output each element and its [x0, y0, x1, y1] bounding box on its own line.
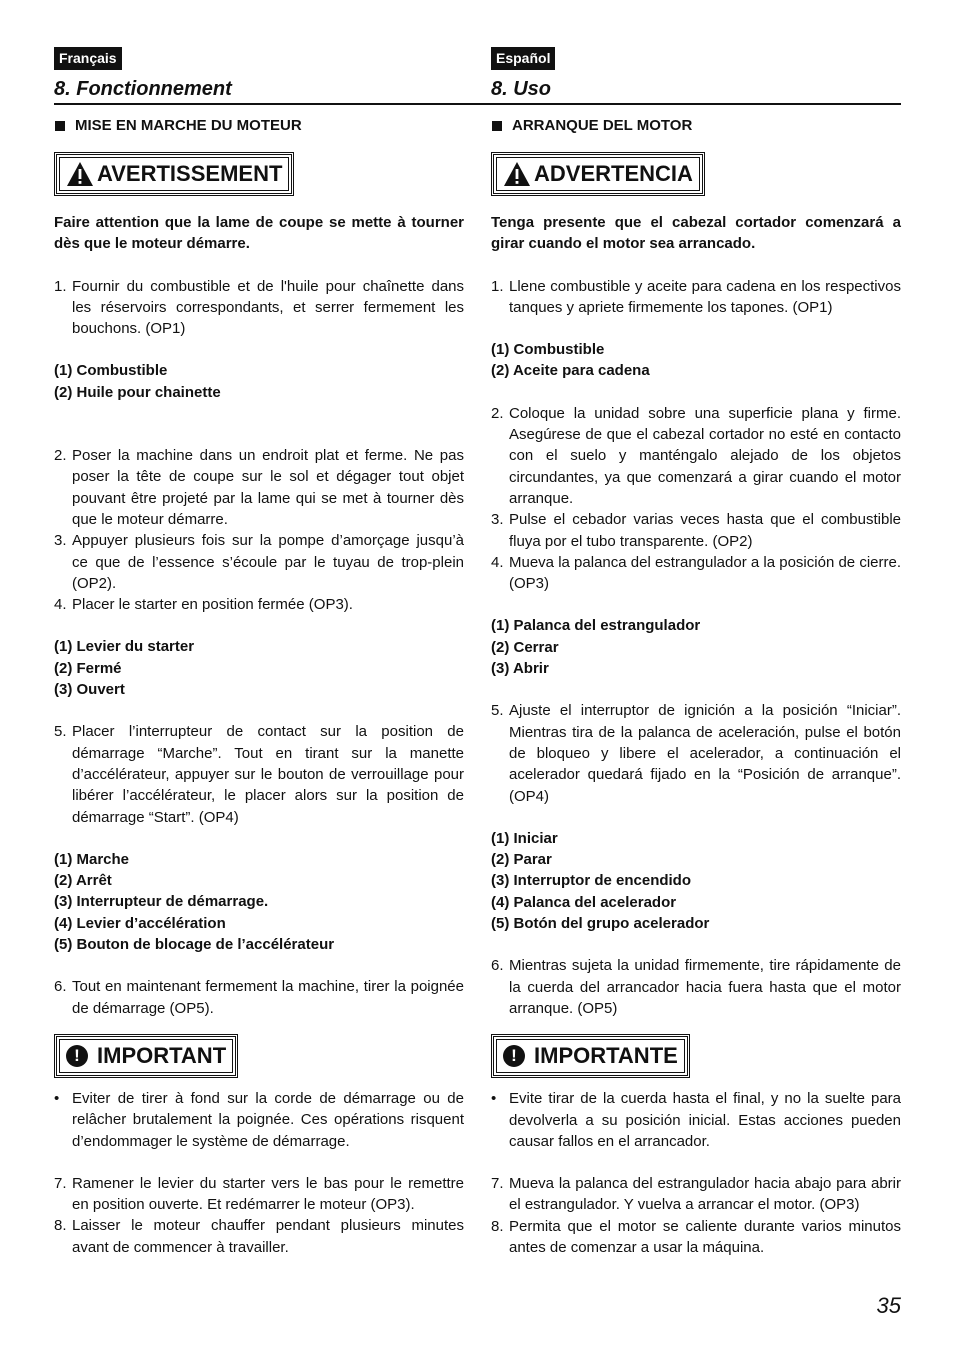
language-tab: Español	[491, 47, 555, 70]
important-label: IMPORTANTE	[534, 1043, 678, 1069]
step-2: 2. Poser la machine dans un endroit plat et ferme. Ne pas poser la tête de coupe sur le sol et dégager tout objet pouvant être projeté par la lame qui se met à tourner dès que le moteur démarre.	[54, 447, 464, 528]
step-3: 3. Appuyer plusieurs fois sur la pompe d’amorçage jusqu’à ce que de l’essence s’écoule par le tuyau de trop-plein (OP2).	[54, 532, 464, 592]
square-bullet-icon	[55, 121, 65, 131]
step-3: 3. Pulse el cebador varias veces hasta que el combustible fluya por el tubo transparente. (OP2)	[491, 511, 901, 550]
language-tab: Français	[54, 47, 122, 70]
column-french	[54, 47, 464, 1258]
warning-box	[491, 152, 705, 196]
warning-box	[54, 152, 294, 196]
step-4: 4. Mueva la palanca del estrangulador a la posición de cierre. (OP3)	[491, 553, 901, 593]
important-text: • Eviter de tirer à fond sur la corde de démarrage ou de relâcher brutalement la poignée. Ces opérations risquent d’endommager le système de démarrage.	[54, 1089, 464, 1150]
subheading	[54, 117, 464, 135]
warning-label: AVERTISSEMENT	[97, 161, 283, 186]
legend-fuel: (1) Combustible (2) Huile pour chainette	[54, 362, 221, 401]
subheading	[491, 117, 901, 135]
step-5: 5. Ajuste el interruptor de ignición a la posición “Iniciar”. Mientras tira de la palanca de aceleración, pulse el botón de bloqueo y libere el acelerador, a continuación el acelerador quedará fijado en la “Posición de arranque”. (OP4)	[491, 702, 901, 805]
step-1: 1. Llene combustible y aceite para cadena en los respectivos tanques y apriete firmemente los tapones. (OP1)	[491, 277, 901, 316]
warning-text: Faire attention que la lame de coupe se mette à tourner dès que le moteur démarre.	[54, 214, 464, 253]
step-6: 6. Tout en maintenant fermement la machine, tirer la poignée de démarrage (OP5).	[54, 978, 464, 1017]
important-box	[54, 1034, 238, 1078]
step-7: 7. Mueva la palanca del estrangulador hacia abajo para abrir el estrangulador. Y vuelva a arrancar el motor. (OP3)	[491, 1175, 901, 1214]
legend-choke: (1) Levier du starter (2) Fermé (3) Ouvert	[54, 638, 195, 699]
step-8: 8. Laisser le moteur chauffer pendant plusieurs minutes avant de commencer à travailler.	[54, 1217, 464, 1256]
exclamation-icon: !	[66, 1045, 88, 1067]
warning-text: Tenga presente que el cabezal cortador comenzará a girar cuando el motor sea arrancado.	[491, 214, 901, 253]
step-8: 8. Permita que el motor se caliente durante varios minutos antes de comenzar a usar la máquina.	[491, 1217, 901, 1256]
warning-label: ADVERTENCIA	[534, 161, 693, 186]
step-6: 6. Mientras sujeta la unidad firmemente, tire rápidamente de la cuerda del arrancador hacia fuera hasta que el motor arranque. (OP5)	[491, 957, 901, 1017]
legend-fuel: (1) Combustible (2) Aceite para cadena	[491, 341, 650, 380]
step-2: 2. Coloque la unidad sobre una superficie plana y firme. Asegúrese de que el cabezal cortador no esté en contacto con el suelo y manténgalo alejado de los objetos circundantes, ya que comenzará a girar cuando el motor arranque.	[491, 404, 901, 507]
page-number: 35	[876, 1293, 901, 1318]
column-spanish	[491, 47, 901, 1258]
important-box	[491, 1034, 690, 1078]
section-title: 8. Uso	[491, 78, 552, 100]
subheading-text: MISE EN MARCHE DU MOTEUR	[75, 117, 302, 134]
important-text: • Evite tirar de la cuerda hasta el final, y no la suelte para devolverla a su posición inicial. Estas acciones pueden causar fallos en el arrancador.	[491, 1090, 901, 1150]
legend-switch: (1) Marche (2) Arrêt (3) Interrupteur de démarrage. (4) Levier d’accélération (5) Bouton de blocage de l’accélérateur	[54, 850, 335, 954]
legend-switch: (1) Iniciar (2) Parar (3) Interruptor de encendido (4) Palanca del acelerador (5) Botón del grupo acelerador	[491, 829, 710, 933]
section-title: 8. Fonctionnement	[54, 78, 232, 100]
step-1: 1. Fournir du combustible et de l'huile pour chaînette dans les réservoirs correspondants, et serrer fermement les bouchons. (OP1)	[54, 277, 464, 338]
important-label: IMPORTANT	[97, 1042, 227, 1068]
subheading-text: ARRANQUE DEL MOTOR	[512, 117, 693, 134]
legend-choke: (1) Palanca del estrangulador (2) Cerrar (3) Abrir	[491, 617, 701, 678]
step-7: 7. Ramener le levier du starter vers le bas pour le remettre en position ouverte. Et redémarrer le moteur (OP3).	[54, 1174, 464, 1214]
square-bullet-icon	[492, 121, 502, 131]
step-5: 5. Placer l’interrupteur de contact sur la position de démarrage “Marche”. Tout en tirant sur la manette d’accélérateur, appuyer sur le bouton de verrouillage pour libérer l’accélérateur, le placer alors sur la position de démarrage “Start”. (OP4)	[54, 723, 464, 826]
warning-triangle-icon	[66, 161, 94, 187]
step-4: 4. Placer le starter en position fermée (OP3).	[54, 596, 353, 614]
warning-triangle-icon	[503, 161, 531, 187]
exclamation-icon: !	[503, 1045, 525, 1067]
